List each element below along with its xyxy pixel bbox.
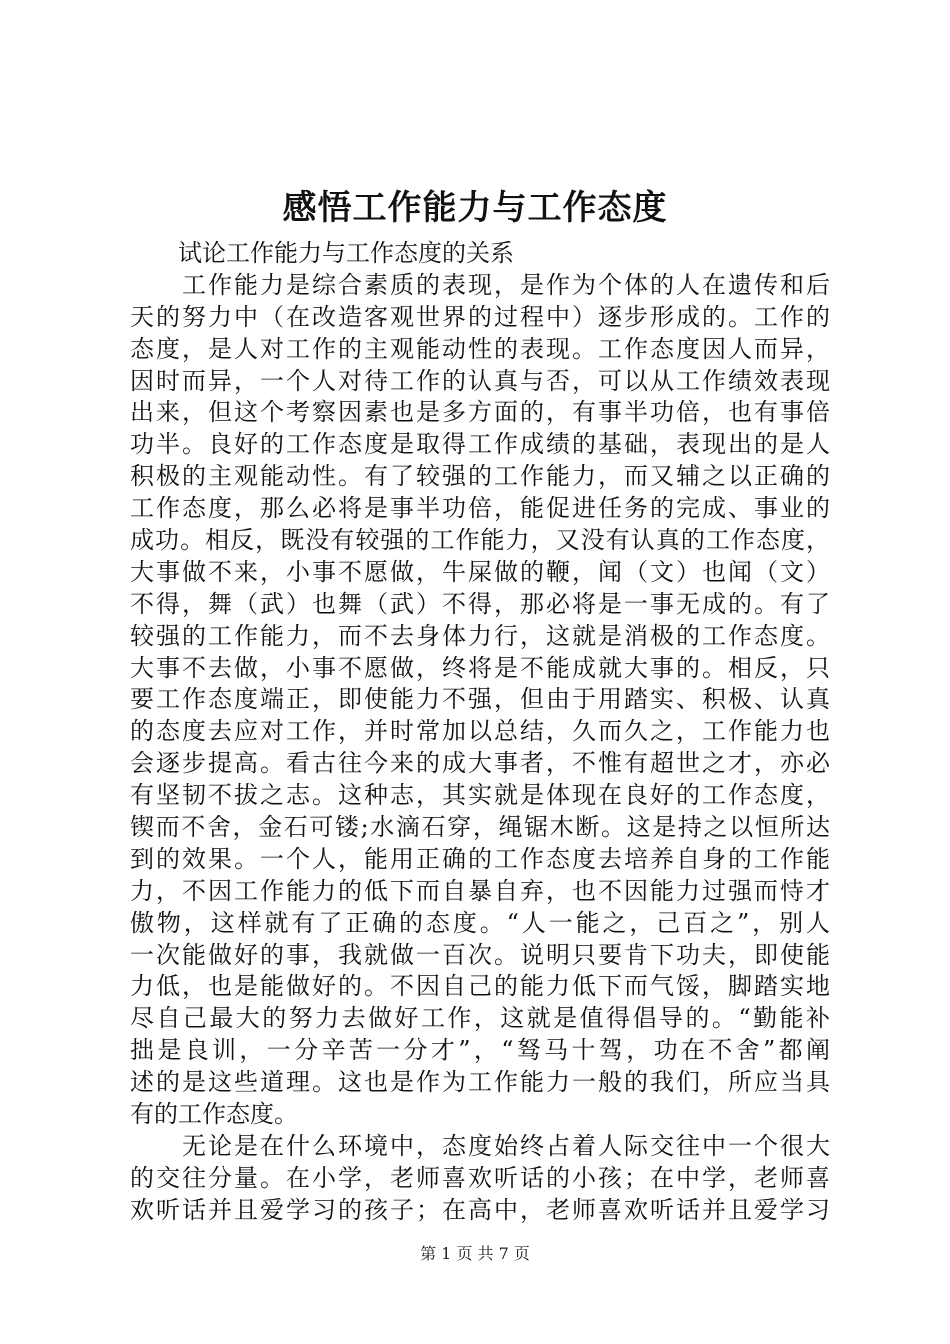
paragraph-line: 较强的工作能力，而不去身体力行，这就是消极的工作态度。 [130,621,830,650]
page-number-footer: 第 1 页 共 7 页 [420,1244,530,1263]
paragraph-line: 尽自己最大的努力去做好工作，这就是值得倡导的。“勤能补 [130,1004,830,1033]
document-title: 感悟工作能力与工作态度 [282,188,668,228]
paragraph-line: 大事不去做，小事不愿做，终将是不能成就大事的。相反，只 [130,653,830,682]
paragraph-line: 欢听话并且爱学习的孩子；在高中，老师喜欢听话并且爱学习 [130,1195,830,1224]
paragraph-line: 积极的主观能动性。有了较强的工作能力，而又辅之以正确的 [130,462,830,491]
paragraph-line: 述的是这些道理。这也是作为工作能力一般的我们，所应当具 [130,1068,830,1097]
paragraph-line: 有的工作态度。 [130,1100,298,1129]
paragraph-line: 到的效果。一个人，能用正确的工作态度去培养自身的工作能 [130,844,830,873]
document-subtitle: 试论工作能力与工作态度的关系 [178,239,514,267]
paragraph-line: 不得，舞（武）也舞（武）不得，那必将是一事无成的。有了 [130,589,830,618]
paragraph-line: 有坚韧不拔之志。这种志，其实就是体现在良好的工作态度， [130,781,830,810]
paragraph-line: 要工作态度端正，即使能力不强，但由于用踏实、积极、认真 [130,685,830,714]
paragraph-line: 工作能力是综合素质的表现，是作为个体的人在遗传和后 [182,270,830,299]
paragraph-line: 力，不因工作能力的低下而自暴自弃，也不因能力过强而恃才 [130,876,830,905]
paragraph-line: 拙是良训，一分辛苦一分才”，“驽马十驾，功在不舍”都阐 [130,1036,830,1065]
paragraph-line: 一次能做好的事，我就做一百次。说明只要肯下功夫，即使能 [130,940,830,969]
paragraph-line: 功半。良好的工作态度是取得工作成绩的基础，表现出的是人 [130,430,830,459]
paragraph-line: 出来，但这个考察因素也是多方面的，有事半功倍，也有事倍 [130,398,830,427]
paragraph-line: 因时而异，一个人对待工作的认真与否，可以从工作绩效表现 [130,366,830,395]
paragraph-line: 傲物，这样就有了正确的态度。“人一能之，己百之”，别人 [130,908,830,937]
paragraph-line: 的态度去应对工作，并时常加以总结，久而久之，工作能力也 [130,717,830,746]
paragraph-line: 会逐步提高。看古往今来的成大事者，不惟有超世之才，亦必 [130,749,830,778]
paragraph-line: 的交往分量。在小学，老师喜欢听话的小孩；在中学，老师喜 [130,1163,830,1192]
document-body [130,238,830,1227]
paragraph-line: 大事做不来，小事不愿做，牛屎做的鞭，闻（文）也闻（文） [130,557,830,586]
paragraph-line: 态度，是人对工作的主观能动性的表现。工作态度因人而异， [130,334,830,363]
paragraph-line: 工作态度，那么必将是事半功倍，能促进任务的完成、事业的 [130,494,830,523]
paragraph-line: 成功。相反，既没有较强的工作能力，又没有认真的工作态度， [130,526,830,555]
paragraph-2 [130,1131,830,1227]
paragraph-line: 无论是在什么环境中，态度始终占着人际交往中一个很大 [182,1131,830,1160]
paragraph-line: 力低，也是能做好的。不因自己的能力低下而气馁，脚踏实地 [130,972,830,1001]
paragraph-line: 天的努力中（在改造客观世界的过程中）逐步形成的。工作的 [130,302,830,331]
paragraph-line: 锲而不舍，金石可镂;水滴石穿，绳锯木断。这是持之以恒所达 [130,813,830,842]
paragraph-1 [130,270,830,1131]
